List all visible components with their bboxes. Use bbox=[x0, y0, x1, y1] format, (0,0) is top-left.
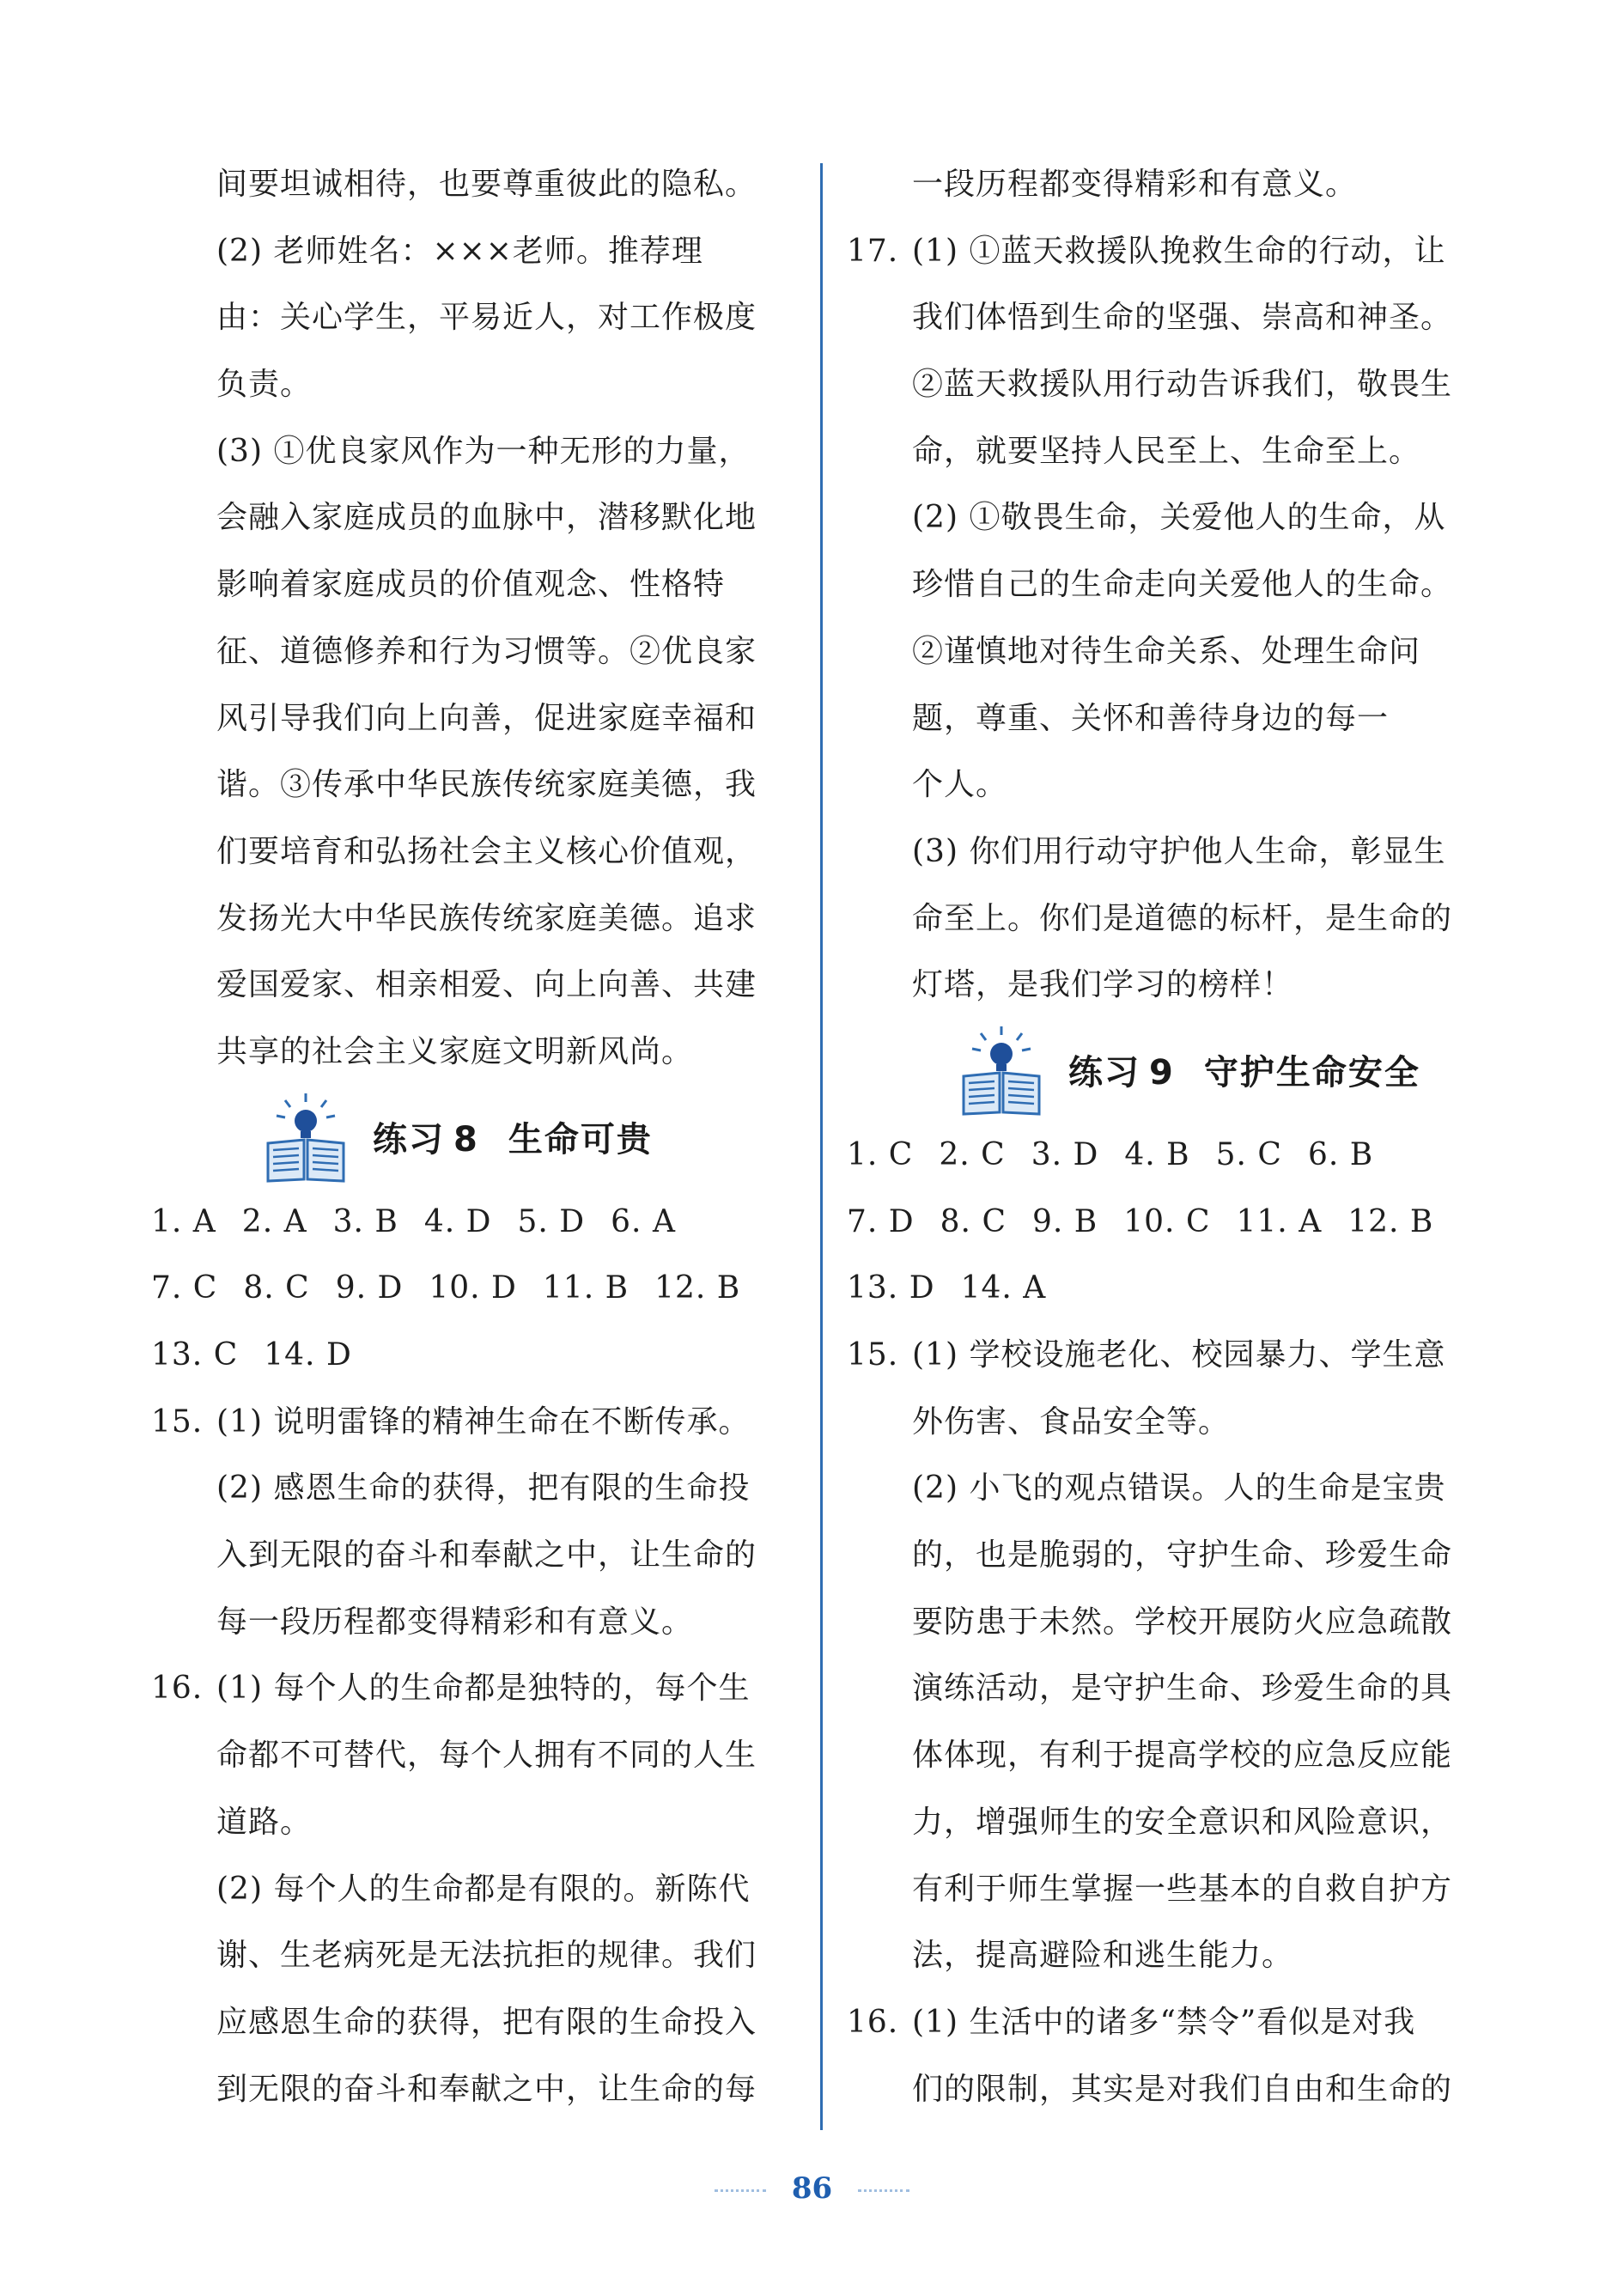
answer-text: 命至上。你们是道德的标杆，是生命的 bbox=[912, 900, 1453, 936]
answer-text: 演练活动，是守护生命、珍爱生命的具 bbox=[912, 1671, 1453, 1707]
choice-answer-row bbox=[151, 1189, 804, 1256]
answer-text: 们的限制，其实是对我们自由和生命的 bbox=[912, 2071, 1453, 2107]
choice-answer: 7. C bbox=[151, 1270, 218, 1306]
choice-answer: 5. D bbox=[517, 1203, 586, 1239]
text-line bbox=[847, 218, 1499, 285]
answer-text: 风引导我们向上向善，促进家庭幸福和 bbox=[216, 700, 757, 736]
choice-answer: 13. D bbox=[847, 1270, 935, 1306]
answer-text: 入到无限的奋斗和奉献之中，让生命的 bbox=[216, 1537, 757, 1574]
text-line bbox=[847, 752, 1499, 819]
choice-answer: 2. C bbox=[939, 1136, 1006, 1172]
text-line bbox=[151, 218, 804, 285]
text-line bbox=[151, 685, 804, 752]
choice-answer-row bbox=[151, 1255, 804, 1322]
page-footer bbox=[0, 2171, 1624, 2206]
answer-text: 到无限的奋斗和奉献之中，让生命的每 bbox=[216, 2071, 757, 2107]
answer-text: (1) 学校设施老化、校园暴力、学生意 bbox=[912, 1337, 1446, 1373]
text-line bbox=[847, 1922, 1499, 1989]
answer-text: ②谨慎地对待生命关系、处理生命问 bbox=[912, 633, 1421, 669]
text-line bbox=[151, 1722, 804, 1789]
exercise-topic: 生命可贵 bbox=[508, 1120, 653, 1160]
choice-answer: 10. C bbox=[1123, 1203, 1211, 1239]
text-line bbox=[151, 1389, 804, 1456]
answer-text: (3) 你们用行动守护他人生命，彰显生 bbox=[912, 833, 1446, 869]
text-line bbox=[151, 952, 804, 1019]
answer-text: 我们体悟到生命的坚强、崇高和神圣。 bbox=[912, 300, 1453, 336]
page-number: 86 bbox=[791, 2171, 833, 2206]
text-line bbox=[151, 1455, 804, 1522]
answer-text: 会融入家庭成员的血脉中，潜移默化地 bbox=[216, 500, 757, 536]
text-line bbox=[847, 284, 1499, 351]
text-line bbox=[847, 1856, 1499, 1923]
exercise-topic: 守护生命安全 bbox=[1203, 1053, 1420, 1093]
text-line bbox=[151, 752, 804, 819]
text-line bbox=[847, 1322, 1499, 1389]
choice-answer: 6. A bbox=[611, 1203, 676, 1239]
exercise-heading bbox=[847, 1019, 1499, 1122]
answer-text: 命，就要坚持人民至上、生命至上。 bbox=[912, 433, 1421, 469]
text-line bbox=[151, 284, 804, 351]
choice-answer: 9. B bbox=[1032, 1203, 1098, 1239]
column-divider bbox=[820, 163, 823, 2130]
answer-text: 个人。 bbox=[912, 767, 1008, 803]
answer-text: (2) 每个人的生命都是有限的。新陈代 bbox=[216, 1871, 751, 1907]
question-number: 16. bbox=[151, 1671, 204, 1707]
question-number: 17. bbox=[847, 233, 899, 269]
answer-text: 由：关心学生，平易近人，对工作极度 bbox=[216, 300, 757, 336]
choice-answer: 8. C bbox=[940, 1203, 1007, 1239]
answer-text: 要防患于未然。学校开展防火应急疏散 bbox=[912, 1604, 1453, 1640]
answer-text: 一段历程都变得精彩和有意义。 bbox=[912, 167, 1358, 202]
text-line bbox=[151, 418, 804, 485]
choice-answer: 14. A bbox=[960, 1270, 1047, 1306]
answer-text: (2) 感恩生命的获得，把有限的生命投 bbox=[216, 1470, 751, 1507]
answer-text: ②蓝天救援队用行动告诉我们，敬畏生 bbox=[912, 367, 1453, 403]
answer-text: 爱国爱家、相亲相爱、向上向善、共建 bbox=[216, 967, 757, 1003]
text-line bbox=[151, 1922, 804, 1989]
answer-text: (1) 说明雷锋的精神生命在不断传承。 bbox=[216, 1403, 751, 1440]
answer-text: 每一段历程都变得精彩和有意义。 bbox=[216, 1604, 694, 1640]
answer-text: (2) ①敬畏生命，关爱他人的生命，从 bbox=[912, 500, 1446, 536]
choice-answer: 6. B bbox=[1307, 1136, 1374, 1172]
choice-answer: 4. B bbox=[1124, 1136, 1190, 1172]
choice-answer-row bbox=[847, 1122, 1499, 1189]
text-line bbox=[847, 484, 1499, 551]
text-line bbox=[847, 886, 1499, 953]
text-line bbox=[847, 952, 1499, 1019]
answer-text: 谐。③传承中华民族传统家庭美德，我 bbox=[216, 767, 757, 803]
text-line bbox=[847, 1722, 1499, 1789]
choice-answer: 11. A bbox=[1236, 1203, 1323, 1239]
choice-answer: 5. C bbox=[1215, 1136, 1282, 1172]
choice-answer: 4. D bbox=[423, 1203, 492, 1239]
answer-text: (2) 老师姓名：×××老师。推荐理 bbox=[216, 233, 703, 269]
answer-text: (3) ①优良家风作为一种无形的力量， bbox=[216, 433, 751, 469]
answer-text: (1) 生活中的诸多“禁令”看似是对我 bbox=[912, 2004, 1416, 2040]
answer-text: 珍惜自己的生命走向关爱他人的生命。 bbox=[912, 567, 1453, 603]
text-line bbox=[151, 351, 804, 418]
exercise-title bbox=[373, 1112, 653, 1161]
text-line bbox=[151, 1989, 804, 2056]
answer-text: 应感恩生命的获得，把有限的生命投入 bbox=[216, 2004, 757, 2040]
answer-text: 力，增强师生的安全意识和风险意识， bbox=[912, 1804, 1453, 1840]
text-line bbox=[151, 819, 804, 886]
answer-text: 征、道德修养和行为习惯等。②优良家 bbox=[216, 633, 757, 669]
answer-text: (1) ①蓝天救援队挽救生命的行动，让 bbox=[912, 233, 1446, 269]
text-line bbox=[151, 2056, 804, 2123]
footer-dots-right bbox=[858, 2189, 909, 2192]
choice-answer: 8. C bbox=[243, 1270, 310, 1306]
answer-text: 灯塔，是我们学习的榜样！ bbox=[912, 967, 1294, 1003]
text-line bbox=[151, 1789, 804, 1856]
choice-answer-row bbox=[847, 1189, 1499, 1256]
choice-answer: 14. D bbox=[264, 1337, 352, 1373]
footer-dots-left bbox=[715, 2189, 766, 2192]
answer-text: 共享的社会主义家庭文明新风尚。 bbox=[216, 1033, 694, 1069]
exercise-number: 8 bbox=[453, 1120, 479, 1160]
answer-text: 命都不可替代，每个人拥有不同的人生 bbox=[216, 1738, 757, 1774]
choice-answer: 12. B bbox=[654, 1270, 741, 1306]
text-line bbox=[151, 618, 804, 685]
right-column bbox=[847, 151, 1499, 2122]
choice-answer: 9. D bbox=[335, 1270, 404, 1306]
text-line bbox=[151, 151, 804, 218]
text-line bbox=[151, 1522, 804, 1589]
choice-answer-row bbox=[847, 1255, 1499, 1322]
text-line bbox=[847, 418, 1499, 485]
open-book-lightbulb-icon bbox=[958, 1023, 1044, 1117]
answer-text: (1) 每个人的生命都是独特的，每个生 bbox=[216, 1671, 751, 1707]
answer-text: 们要培育和弘扬社会主义核心价值观， bbox=[216, 833, 757, 869]
answer-text: 有利于师生掌握一些基本的自救自护方 bbox=[912, 1871, 1453, 1907]
answer-text: 发扬光大中华民族传统家庭美德。追求 bbox=[216, 900, 757, 936]
text-line bbox=[847, 351, 1499, 418]
choice-answer: 3. B bbox=[332, 1203, 398, 1239]
answer-text: 负责。 bbox=[216, 367, 313, 403]
answer-text: 题，尊重、关怀和善待身边的每一 bbox=[912, 700, 1390, 736]
text-line bbox=[151, 1019, 804, 1086]
choice-answer: 1. A bbox=[151, 1203, 216, 1239]
left-column bbox=[151, 151, 804, 2122]
text-line bbox=[847, 2056, 1499, 2123]
text-line bbox=[151, 484, 804, 551]
choice-answer: 2. A bbox=[241, 1203, 307, 1239]
answer-text: 间要坦诚相待，也要尊重彼此的隐私。 bbox=[216, 167, 757, 202]
text-line bbox=[847, 1455, 1499, 1522]
text-line bbox=[151, 1589, 804, 1656]
choice-answer: 7. D bbox=[847, 1203, 915, 1239]
question-number: 15. bbox=[847, 1337, 899, 1373]
answer-text: 法，提高避险和逃生能力。 bbox=[912, 1938, 1294, 1974]
answer-text: 的，也是脆弱的，守护生命、珍爱生命 bbox=[912, 1537, 1453, 1574]
question-number: 15. bbox=[151, 1403, 204, 1440]
exercise-heading bbox=[151, 1086, 804, 1189]
choice-answer: 1. C bbox=[847, 1136, 914, 1172]
choice-answer: 12. B bbox=[1347, 1203, 1434, 1239]
text-line bbox=[847, 819, 1499, 886]
text-line bbox=[847, 1789, 1499, 1856]
choice-answer-row bbox=[151, 1322, 804, 1389]
text-line bbox=[847, 151, 1499, 218]
answer-text: 体体现，有利于提高学校的应急反应能 bbox=[912, 1738, 1453, 1774]
text-line bbox=[847, 618, 1499, 685]
text-line bbox=[847, 1522, 1499, 1589]
text-line bbox=[847, 685, 1499, 752]
text-line bbox=[847, 1655, 1499, 1722]
text-line bbox=[847, 551, 1499, 618]
text-line bbox=[151, 1655, 804, 1722]
text-line bbox=[847, 1989, 1499, 2056]
question-number: 16. bbox=[847, 2004, 899, 2040]
text-line bbox=[151, 886, 804, 953]
answer-text: 影响着家庭成员的价值观念、性格特 bbox=[216, 567, 726, 603]
answer-text: (2) 小飞的观点错误。人的生命是宝贵 bbox=[912, 1470, 1446, 1507]
text-line bbox=[847, 1589, 1499, 1656]
exercise-title bbox=[1068, 1045, 1420, 1094]
choice-answer: 3. D bbox=[1031, 1136, 1099, 1172]
exercise-label: 练习 bbox=[373, 1120, 445, 1160]
choice-answer: 11. B bbox=[542, 1270, 630, 1306]
answer-text: 谢、生老病死是无法抗拒的规律。我们 bbox=[216, 1938, 757, 1974]
exercise-number: 9 bbox=[1149, 1053, 1175, 1093]
choice-answer: 10. D bbox=[429, 1270, 517, 1306]
text-line bbox=[151, 551, 804, 618]
answer-text: 外伤害、食品安全等。 bbox=[912, 1403, 1231, 1440]
text-line bbox=[151, 1856, 804, 1923]
choice-answer: 13. C bbox=[151, 1337, 239, 1373]
exercise-label: 练习 bbox=[1068, 1053, 1140, 1093]
open-book-lightbulb-icon bbox=[263, 1090, 349, 1184]
text-line bbox=[847, 1389, 1499, 1456]
answer-text: 道路。 bbox=[216, 1804, 313, 1840]
